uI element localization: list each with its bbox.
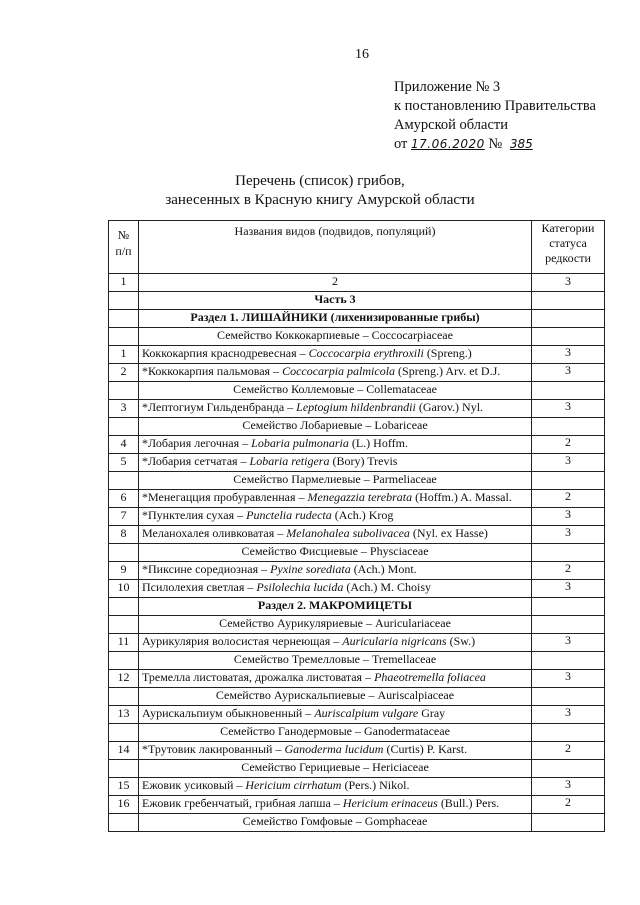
family-row xyxy=(109,724,605,742)
family-row xyxy=(109,688,605,706)
empty-cell xyxy=(109,418,139,436)
empty-cell xyxy=(532,472,605,490)
row-number: 12 xyxy=(109,670,139,688)
header-category: Категории статуса редкости xyxy=(532,221,605,274)
row-number: 11 xyxy=(109,634,139,652)
species-russian-name: Ежовик усиковый – xyxy=(142,778,246,792)
empty-cell xyxy=(109,688,139,706)
section-row xyxy=(109,598,605,616)
species-russian-name: Аурикулярия волосистая чернеющая – xyxy=(142,634,343,648)
species-latin-name: Coccocarpia erythroxili xyxy=(308,346,424,360)
table-header-row xyxy=(109,221,605,274)
species-name xyxy=(139,778,532,796)
species-russian-name: *Пунктелия сухая – xyxy=(142,508,247,522)
species-russian-name: *Лептогиум Гильденбранда – xyxy=(142,400,297,414)
species-latin-name: Psilolechia lucida xyxy=(256,580,344,594)
rarity-category: 3 xyxy=(532,580,605,598)
family-title: Семейство Гомфовые – Gomphaceae xyxy=(139,814,532,832)
species-latin-name: Auriscalpium vulgare xyxy=(314,706,419,720)
appendix-block xyxy=(394,78,624,154)
number-label: № xyxy=(488,136,503,152)
family-row xyxy=(109,418,605,436)
rarity-category: 3 xyxy=(532,526,605,544)
document-title xyxy=(0,172,640,210)
colnum-1: 1 xyxy=(109,274,139,292)
empty-cell xyxy=(109,292,139,310)
species-authority: (Spreng.) Arv. et D.J. xyxy=(395,364,501,378)
empty-cell xyxy=(109,760,139,778)
rarity-category: 2 xyxy=(532,436,605,454)
family-row xyxy=(109,382,605,400)
species-russian-name: *Менегацция пробуравленная – xyxy=(142,490,308,504)
row-number: 16 xyxy=(109,796,139,814)
family-row xyxy=(109,652,605,670)
species-name xyxy=(139,526,532,544)
species-row xyxy=(109,562,605,580)
row-number: 10 xyxy=(109,580,139,598)
row-number: 7 xyxy=(109,508,139,526)
species-name xyxy=(139,580,532,598)
species-authority: (Sw.) xyxy=(446,634,476,648)
rarity-category: 2 xyxy=(532,742,605,760)
empty-cell xyxy=(532,616,605,634)
rarity-category: 2 xyxy=(532,562,605,580)
header-name: Названия видов (подвидов, популяций) xyxy=(139,221,532,274)
family-row xyxy=(109,814,605,832)
rarity-category: 2 xyxy=(532,490,605,508)
species-row xyxy=(109,508,605,526)
colnum-3: 3 xyxy=(532,274,605,292)
species-row xyxy=(109,670,605,688)
empty-cell xyxy=(109,544,139,562)
part-row xyxy=(109,292,605,310)
title-line-1: Перечень (список) грибов, xyxy=(235,173,405,189)
empty-cell xyxy=(532,652,605,670)
species-authority: (Bory) Trevis xyxy=(329,454,398,468)
species-latin-name: Hericium erinaceus xyxy=(342,796,438,810)
family-title: Семейство Лобариевые – Lobariceae xyxy=(139,418,532,436)
species-row xyxy=(109,634,605,652)
species-authority: (Garov.) Nyl. xyxy=(415,400,484,414)
species-row xyxy=(109,436,605,454)
species-russian-name: *Трутовик лакированный – xyxy=(142,742,285,756)
row-number: 15 xyxy=(109,778,139,796)
species-latin-name: Ganoderma lucidum xyxy=(284,742,384,756)
species-latin-name: Lobaria retigera xyxy=(249,454,330,468)
species-latin-name: Coccocarpia palmicola xyxy=(282,364,396,378)
empty-cell xyxy=(109,652,139,670)
species-table xyxy=(108,220,605,832)
species-row xyxy=(109,400,605,418)
title-line-2: занесенных в Красную книгу Амурской области xyxy=(165,192,475,208)
empty-cell xyxy=(109,310,139,328)
empty-cell xyxy=(109,814,139,832)
species-name xyxy=(139,436,532,454)
species-authority: (Hoffm.) A. Massal. xyxy=(412,490,512,504)
species-row xyxy=(109,706,605,724)
empty-cell xyxy=(532,724,605,742)
species-russian-name: *Коккокарпия пальмовая – xyxy=(142,364,283,378)
family-title: Семейство Аурискальпиевые – Auriscalpiaceae xyxy=(139,688,532,706)
family-title: Семейство Герициевые – Hericiaceae xyxy=(139,760,532,778)
rarity-category: 3 xyxy=(532,670,605,688)
rarity-category: 3 xyxy=(532,778,605,796)
family-title: Семейство Тремелловые – Tremellaceae xyxy=(139,652,532,670)
species-latin-name: Menegazzia terebrata xyxy=(307,490,413,504)
empty-cell xyxy=(532,292,605,310)
species-row xyxy=(109,490,605,508)
species-authority: Gray xyxy=(418,706,446,720)
empty-cell xyxy=(109,382,139,400)
species-russian-name: *Лобария сетчатая – xyxy=(142,454,250,468)
species-russian-name: *Лобария легочная – xyxy=(142,436,252,450)
species-authority: (L.) Hoffm. xyxy=(348,436,408,450)
empty-cell xyxy=(532,814,605,832)
species-row xyxy=(109,364,605,382)
appendix-date-line xyxy=(394,135,624,154)
species-authority: (Nyl. ex Hasse) xyxy=(409,526,488,540)
rarity-category: 3 xyxy=(532,346,605,364)
species-name xyxy=(139,400,532,418)
species-latin-name: Melanohalea subolivacea xyxy=(286,526,410,540)
species-authority: (Bull.) Pers. xyxy=(437,796,500,810)
empty-cell xyxy=(532,328,605,346)
row-number: 3 xyxy=(109,400,139,418)
species-authority: (Ach.) Mont. xyxy=(350,562,417,576)
appendix-resolution: к постановлению Правительства xyxy=(394,98,596,114)
empty-cell xyxy=(532,418,605,436)
species-name xyxy=(139,742,532,760)
row-number: 8 xyxy=(109,526,139,544)
species-latin-name: Auricularia nigricans xyxy=(342,634,447,648)
page-number: 16 xyxy=(355,47,369,62)
header-num: № п/п xyxy=(109,221,139,274)
appendix-title: Приложение № 3 xyxy=(394,79,501,95)
species-authority: (Spreng.) xyxy=(423,346,472,360)
family-title: Семейство Аурикуляриевые – Auriculariaceae xyxy=(139,616,532,634)
section-row xyxy=(109,310,605,328)
species-latin-name: Phaeotremella foliacea xyxy=(374,670,486,684)
species-russian-name: Коккокарпия краснодревесная – xyxy=(142,346,309,360)
rarity-category: 3 xyxy=(532,706,605,724)
family-title: Семейство Ганодермовые – Ganodermataceae xyxy=(139,724,532,742)
species-russian-name: Меланохалея оливковатая – xyxy=(142,526,287,540)
species-russian-name: Псилолехия светлая – xyxy=(142,580,257,594)
species-row xyxy=(109,346,605,364)
family-title: Семейство Пармелиевые – Parmeliaceae xyxy=(139,472,532,490)
row-number: 9 xyxy=(109,562,139,580)
species-row xyxy=(109,580,605,598)
row-number: 13 xyxy=(109,706,139,724)
species-name xyxy=(139,670,532,688)
empty-cell xyxy=(109,328,139,346)
species-russian-name: Ежовик гребенчатый, грибная лапша – xyxy=(142,796,343,810)
handwritten-date: 17.06.2020 xyxy=(411,137,485,151)
rarity-category: 2 xyxy=(532,796,605,814)
from-label: от xyxy=(394,136,408,152)
species-authority: (Pers.) Nikol. xyxy=(341,778,410,792)
rarity-category: 3 xyxy=(532,508,605,526)
table-colnum-row xyxy=(109,274,605,292)
appendix-region: Амурской области xyxy=(394,117,508,133)
handwritten-number: 385 xyxy=(509,137,533,151)
family-row xyxy=(109,472,605,490)
species-row xyxy=(109,526,605,544)
family-title: Семейство Фисциевые – Physciaceae xyxy=(139,544,532,562)
species-authority: (Ach.) Krog xyxy=(331,508,394,522)
row-number: 1 xyxy=(109,346,139,364)
species-name xyxy=(139,346,532,364)
empty-cell xyxy=(109,724,139,742)
species-latin-name: Pyxine sorediata xyxy=(270,562,351,576)
species-latin-name: Hericium cirrhatum xyxy=(245,778,342,792)
family-title: Семейство Коккокарпиевые – Coccocarpiaceae xyxy=(139,328,532,346)
species-row xyxy=(109,796,605,814)
colnum-2: 2 xyxy=(139,274,532,292)
family-row xyxy=(109,544,605,562)
rarity-category: 3 xyxy=(532,454,605,472)
species-name xyxy=(139,490,532,508)
empty-cell xyxy=(532,544,605,562)
section-title: Раздел 1. ЛИШАЙНИКИ (лихенизированные грибы) xyxy=(139,310,532,328)
species-name xyxy=(139,796,532,814)
empty-cell xyxy=(532,310,605,328)
rarity-category: 3 xyxy=(532,400,605,418)
empty-cell xyxy=(109,616,139,634)
species-name xyxy=(139,634,532,652)
empty-cell xyxy=(532,760,605,778)
empty-cell xyxy=(109,472,139,490)
row-number: 4 xyxy=(109,436,139,454)
rarity-category: 3 xyxy=(532,364,605,382)
species-latin-name: Leptogium hildenbrandii xyxy=(296,400,416,414)
empty-cell xyxy=(532,382,605,400)
family-row xyxy=(109,328,605,346)
family-title: Семейство Коллемовые – Collemataceae xyxy=(139,382,532,400)
species-latin-name: Punctelia rudecta xyxy=(246,508,332,522)
species-russian-name: Тремелла листоватая, дрожалка листоватая – xyxy=(142,670,375,684)
species-row xyxy=(109,454,605,472)
species-russian-name: Аурискальпиум обыкновенный – xyxy=(142,706,315,720)
empty-cell xyxy=(532,688,605,706)
part-title: Часть 3 xyxy=(139,292,532,310)
species-latin-name: Lobaria pulmonaria xyxy=(251,436,349,450)
species-name xyxy=(139,508,532,526)
row-number: 2 xyxy=(109,364,139,382)
section-title: Раздел 2. МАКРОМИЦЕТЫ xyxy=(139,598,532,616)
species-authority: (Ach.) M. Choisy xyxy=(343,580,432,594)
species-name xyxy=(139,706,532,724)
rarity-category: 3 xyxy=(532,634,605,652)
row-number: 6 xyxy=(109,490,139,508)
family-row xyxy=(109,616,605,634)
family-row xyxy=(109,760,605,778)
species-row xyxy=(109,742,605,760)
species-name xyxy=(139,364,532,382)
row-number: 14 xyxy=(109,742,139,760)
empty-cell xyxy=(109,598,139,616)
table-body xyxy=(109,292,605,832)
species-authority: (Curtis) P. Karst. xyxy=(383,742,468,756)
species-russian-name: *Пиксине соредиозная – xyxy=(142,562,271,576)
empty-cell xyxy=(532,598,605,616)
species-row xyxy=(109,778,605,796)
species-name xyxy=(139,454,532,472)
row-number: 5 xyxy=(109,454,139,472)
species-name xyxy=(139,562,532,580)
